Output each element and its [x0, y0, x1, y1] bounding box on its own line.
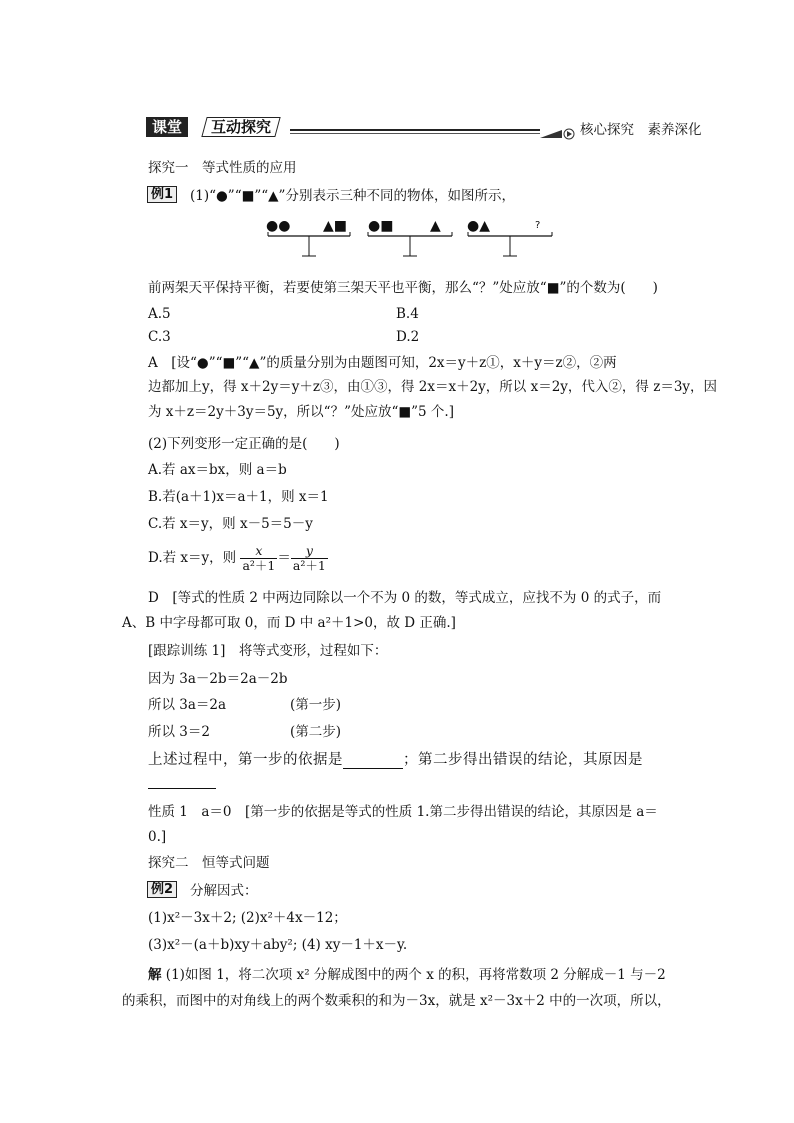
- tracking-answer-line1: 性质 1 a＝0 [第一步的依据是等式的性质 1.第二步得出错误的结论，其原因是 a＝: [148, 804, 658, 820]
- fraction-y-num: y: [291, 544, 328, 559]
- solution-line2: 的乘积，而图中的对角线上的两个数乘积的和为－3x，就是 x²－3x＋2 中的一次项，所以，: [122, 993, 671, 1009]
- example1-tag: 例1: [147, 186, 177, 203]
- question2-option-c: C.若 x＝y，则 x－5＝5－y: [148, 516, 313, 532]
- balance-figure-svg: [262, 214, 562, 262]
- tracking-question: [148, 751, 643, 769]
- example1-question1: (1)“●”“■”“▲”分别表示三种不同的物体，如图所示，: [190, 188, 515, 204]
- answer2-line1: D [等式的性质 2 中两边同除以一个不为 0 的数，等式成立，应找不为 0 的式子，而: [148, 590, 662, 606]
- header-rule-thin: [290, 133, 540, 134]
- answer-blank-1: [343, 754, 403, 769]
- example2-question: 分解因式：: [190, 883, 258, 899]
- balance-2: [368, 232, 452, 256]
- fraction-x-num: x: [240, 544, 277, 559]
- question2: (2)下列变形一定正确的是( ): [148, 436, 340, 452]
- fraction-y: [291, 544, 328, 573]
- section2-title: 探究二 恒等式问题: [148, 855, 270, 871]
- balance-3-right: ?: [535, 220, 541, 231]
- question2-option-d-prefix: D.若 x＝y，则: [148, 550, 237, 566]
- header-tag-inquiry: [201, 117, 280, 137]
- header-rule: [290, 129, 540, 131]
- solution-line1-text: (1)如图 1，将二次项 x² 分解成图中的两个 x 的积，再将常数项 2 分解成－1 与－2: [165, 967, 666, 983]
- example2-tag: 例2: [147, 881, 177, 898]
- header-tag-inquiry-text: 互动探究: [211, 118, 272, 136]
- balance-2-right: ▲: [430, 218, 441, 234]
- balance-1-left: ●●: [266, 218, 291, 234]
- tracking-title: [跟踪训练 1] 将等式变形，过程如下：: [148, 643, 388, 659]
- tracking-step2: 所以 3＝2: [148, 724, 210, 740]
- balance-figure: [262, 214, 562, 266]
- balance-1-right: ▲■: [323, 218, 347, 234]
- header-right-decor: [540, 125, 576, 144]
- fraction-equals: ＝: [277, 550, 291, 566]
- section1-title: 探究一 等式性质的应用: [148, 160, 297, 176]
- tracking-answer-line2: 0.]: [148, 829, 167, 845]
- header-right-text: 核心探究 素养深化: [580, 122, 702, 138]
- tracking-step1-note: (第一步): [290, 697, 342, 713]
- answer1-line2: 边都加上y，得 x＋2y＝y＋z③，由①③，得 2x＝x＋2y，所以 x＝2y，代入②，得 z＝3y，因: [148, 379, 718, 395]
- header-arrow-icon: [540, 128, 576, 140]
- solution-line1: [148, 966, 666, 984]
- fraction-y-den: a²＋1: [292, 558, 326, 573]
- example2-items1: (1)x²－3x＋2; (2)x²＋4x－12；: [148, 910, 347, 926]
- example2-items2: (3)x²－(a＋b)xy＋aby²; (4) xy－1＋x－y.: [148, 937, 408, 953]
- question2-option-a: A.若 ax＝bx，则 a＝b: [148, 462, 287, 478]
- option-c: C.3: [148, 329, 171, 345]
- tracking-step2-note: (第二步): [290, 724, 342, 740]
- fraction-x: [240, 544, 277, 573]
- question2-option-b: B.若(a＋1)x＝a＋1，则 x＝1: [148, 489, 329, 505]
- tracking-question-b: ；第二步得出错误的结论，其原因是: [403, 752, 643, 768]
- solution-label: 解: [148, 967, 162, 983]
- tracking-question-a: 上述过程中，第一步的依据是: [148, 752, 343, 768]
- answer2-line2: A、B 中字母都可取 0，而 D 中 a²＋1>0，故 D 正确.]: [122, 615, 456, 631]
- option-a: A.5: [148, 306, 171, 322]
- question2-option-d: [148, 544, 328, 573]
- balance-1: [268, 232, 350, 256]
- balance-3: [468, 232, 552, 256]
- option-d: D.2: [396, 329, 420, 345]
- balance-2-left: ●■: [368, 218, 394, 234]
- answer1-line1: A [设“●”“■”“▲”的质量分别为由题图可知，2x＝y＋z①，x＋y＝z②，②两: [148, 355, 617, 371]
- header-tag-class: 课堂: [146, 117, 188, 137]
- fraction-x-den: a²＋1: [242, 558, 276, 573]
- option-b: B.4: [396, 306, 419, 322]
- tracking-step1: 所以 3a＝2a: [148, 697, 227, 713]
- example1-question1-cont: 前两架天平保持平衡，若要使第三架天平也平衡，那么“？”处应放“■”的个数为( ): [148, 280, 658, 296]
- balance-3-left: ●▲: [467, 218, 490, 234]
- answer-blank-2: [148, 788, 216, 789]
- tracking-step0: 因为 3a－2b＝2a－2b: [148, 671, 288, 687]
- answer1-line3: 为 x＋z＝2y＋3y＝5y，所以“？”处应放“■”5 个.]: [148, 404, 454, 420]
